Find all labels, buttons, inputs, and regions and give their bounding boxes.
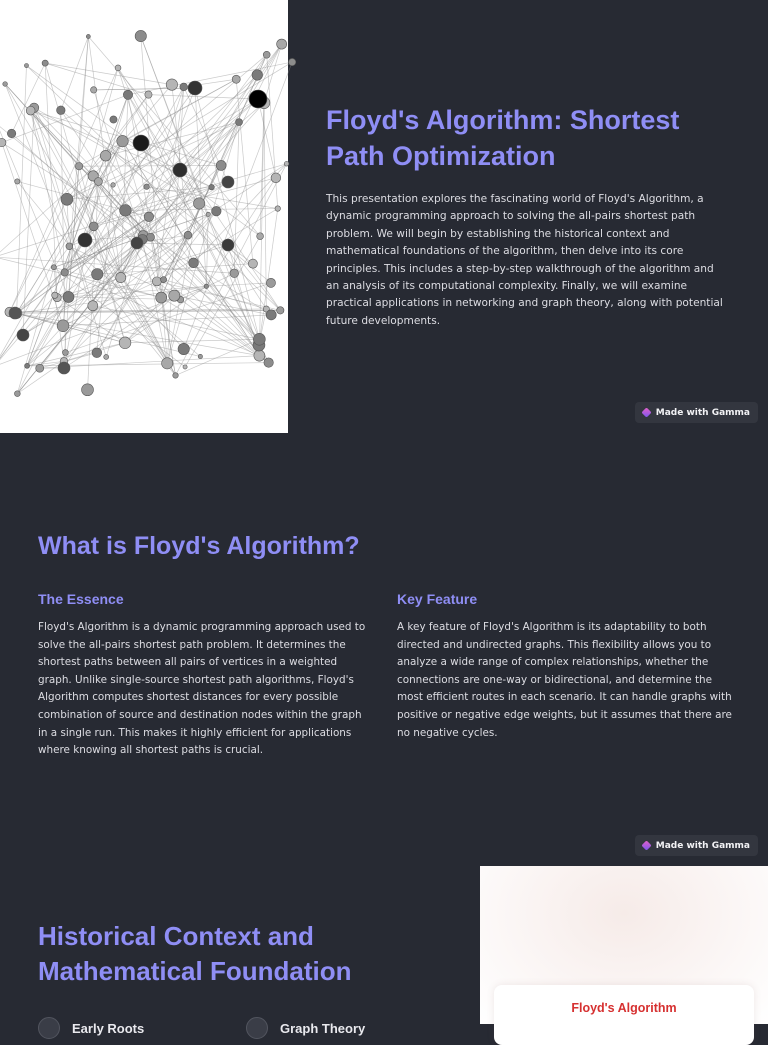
graph-node [88,301,98,311]
graph-edge [61,36,89,110]
network-graph-image [0,0,288,433]
graph-node [156,292,167,303]
graph-node [116,272,126,282]
made-with-gamma-label: Made with Gamma [656,408,750,418]
graph-node [209,184,215,190]
graph-node [89,222,98,231]
timeline-item-graph-theory [246,1017,365,1039]
graph-node [152,277,161,286]
graph-node [277,39,287,49]
key-feature-text: A key feature of Floyd's Algorithm is its adaptability to both directed and undirected graphs. This flexibility allows you to analyze a wide range of complex relationships, whether the connections are one-way or bidirectional, and determine the most efficient routes in each scenario. It can handle graphs with positive or negative edge weights, but it assumes that there are no negative cycles. [397,619,732,742]
graph-node [252,70,263,81]
timeline-dot-icon [38,1017,60,1039]
graph-node [263,51,270,58]
graph-node [111,183,115,187]
graph-node [62,350,68,356]
history-slide [0,866,768,1024]
graph-edge [0,124,68,297]
graph-node [36,364,44,372]
graph-node [180,83,188,91]
graph-node [86,34,90,38]
graph-edge [23,108,34,335]
graph-edge [45,63,172,84]
graph-node [222,239,234,251]
graph-node [189,258,199,268]
key-feature-heading: Key Feature [397,591,477,607]
graph-node [110,116,117,123]
graph-node [204,284,208,288]
graph-node [58,362,70,374]
graph-node [178,343,189,354]
graph-edge [27,87,184,366]
graph-node [66,243,73,250]
illustration-card [494,985,754,1045]
gamma-logo-icon [641,840,651,850]
graph-edge [118,68,269,363]
graph-node [266,310,276,320]
timeline-item-early-roots [38,1017,144,1039]
graph-node [51,265,56,270]
graph-node [52,292,58,298]
graph-node [222,176,234,188]
presentation-intro-text: This presentation explores the fascinating world of Floyd's Algorithm, a dynamic programming approach to solving the all-pairs shortest path problem. We will begin by establishing the historical context and mathematical foundations of the algorithm, then delve into its core principles. This includes a step-by-step walkthrough of the algorithm and an analysis of its computational complexity. Finally, we will examine practical applications in networking and graph theory, along with potential future developments. [326,191,730,330]
graph-node [120,205,132,217]
network-graph-svg [0,0,288,433]
graph-edge [67,199,69,246]
graph-node [94,178,102,186]
graph-node [271,173,281,183]
gamma-logo-icon [641,407,651,417]
title-slide [0,0,768,433]
graph-edge [258,99,276,178]
graph-node [133,135,149,151]
graph-node [144,184,150,190]
graph-node [61,193,73,205]
graph-edge [267,55,278,209]
graph-node [230,269,239,278]
graph-node [162,358,173,369]
graph-node [82,384,94,396]
graph-node [90,87,96,93]
graph-node [57,106,66,115]
graph-node [135,30,146,41]
graph-node [257,233,264,240]
graph-node [166,79,177,90]
graph-node [188,81,202,95]
graph-node [161,277,167,283]
graph-node [131,237,143,249]
definition-slide [0,433,768,866]
graph-node [104,354,109,359]
graph-node [26,106,35,115]
graph-edge [2,95,128,143]
graph-node [63,291,74,302]
graph-node [184,231,192,239]
essence-heading: The Essence [38,591,124,607]
graph-node [42,60,48,66]
graph-node [173,373,179,379]
made-with-gamma-badge[interactable] [635,835,758,856]
graph-node [232,75,240,83]
graph-node [288,58,295,65]
graph-node [24,64,28,68]
slide-title: What is Floyd's Algorithm? [38,530,360,562]
graph-node [249,90,267,108]
graph-node [169,290,180,301]
presentation-title: Floyd's Algorithm: Shortest Path Optimization [326,102,726,174]
graph-node [119,337,131,349]
timeline-item-label: Early Roots [72,1021,144,1036]
graph-node [173,163,187,177]
graph-node [75,163,82,170]
graph-node [0,138,6,146]
graph-edge [176,339,260,375]
graph-node [61,269,68,276]
graph-node [144,212,154,222]
graph-node [212,206,222,216]
graph-node [198,354,202,358]
graph-node [3,82,8,87]
made-with-gamma-badge[interactable] [635,402,758,423]
graph-node [15,179,20,184]
graph-node [275,206,280,211]
graph-node [277,307,284,314]
graph-node [253,333,265,345]
graph-node [284,161,289,166]
graph-node [7,129,15,137]
illustration-image [480,866,768,1024]
graph-node [57,320,69,332]
graph-node [216,160,226,170]
timeline-item-label: Graph Theory [280,1021,365,1036]
graph-node [92,348,102,358]
graph-node [17,329,29,341]
graph-node [266,278,275,287]
graph-node [123,90,132,99]
graph-node [146,233,154,241]
essence-text: Floyd's Algorithm is a dynamic programming approach used to solve the all-pairs shortest path problem. It determines the shortest paths between all pairs of vertices in a weighted graph. Unlike single-source shortest path algorithms, Floyd's Algorithm computes shortest distances for every possible combination of source and destination nodes within the graph in a single run. This makes it highly efficient for applications where knowing all shortest paths is crucial. [38,619,373,760]
graph-node [145,91,152,98]
graph-node [92,268,103,279]
graph-node [236,119,243,126]
timeline-dot-icon [246,1017,268,1039]
graph-node [100,150,111,161]
graph-node [78,233,92,247]
graph-node [9,307,21,319]
graph-node [193,198,204,209]
graph-node [254,350,265,361]
graph-node [117,135,128,146]
illustration-card-title: Floyd's Algorithm [494,1001,754,1015]
graph-node [115,65,121,71]
graph-edge [157,209,278,282]
graph-node [248,259,257,268]
slide-title: Historical Context and Mathematical Foundation [38,919,418,989]
graph-node [25,363,30,368]
graph-node [183,365,187,369]
graph-edge [125,296,174,343]
graph-edge [88,36,260,236]
graph-node [264,358,273,367]
graph-node [206,212,210,216]
graph-edge [31,111,65,273]
graph-node [14,391,20,397]
made-with-gamma-label: Made with Gamma [656,841,750,851]
